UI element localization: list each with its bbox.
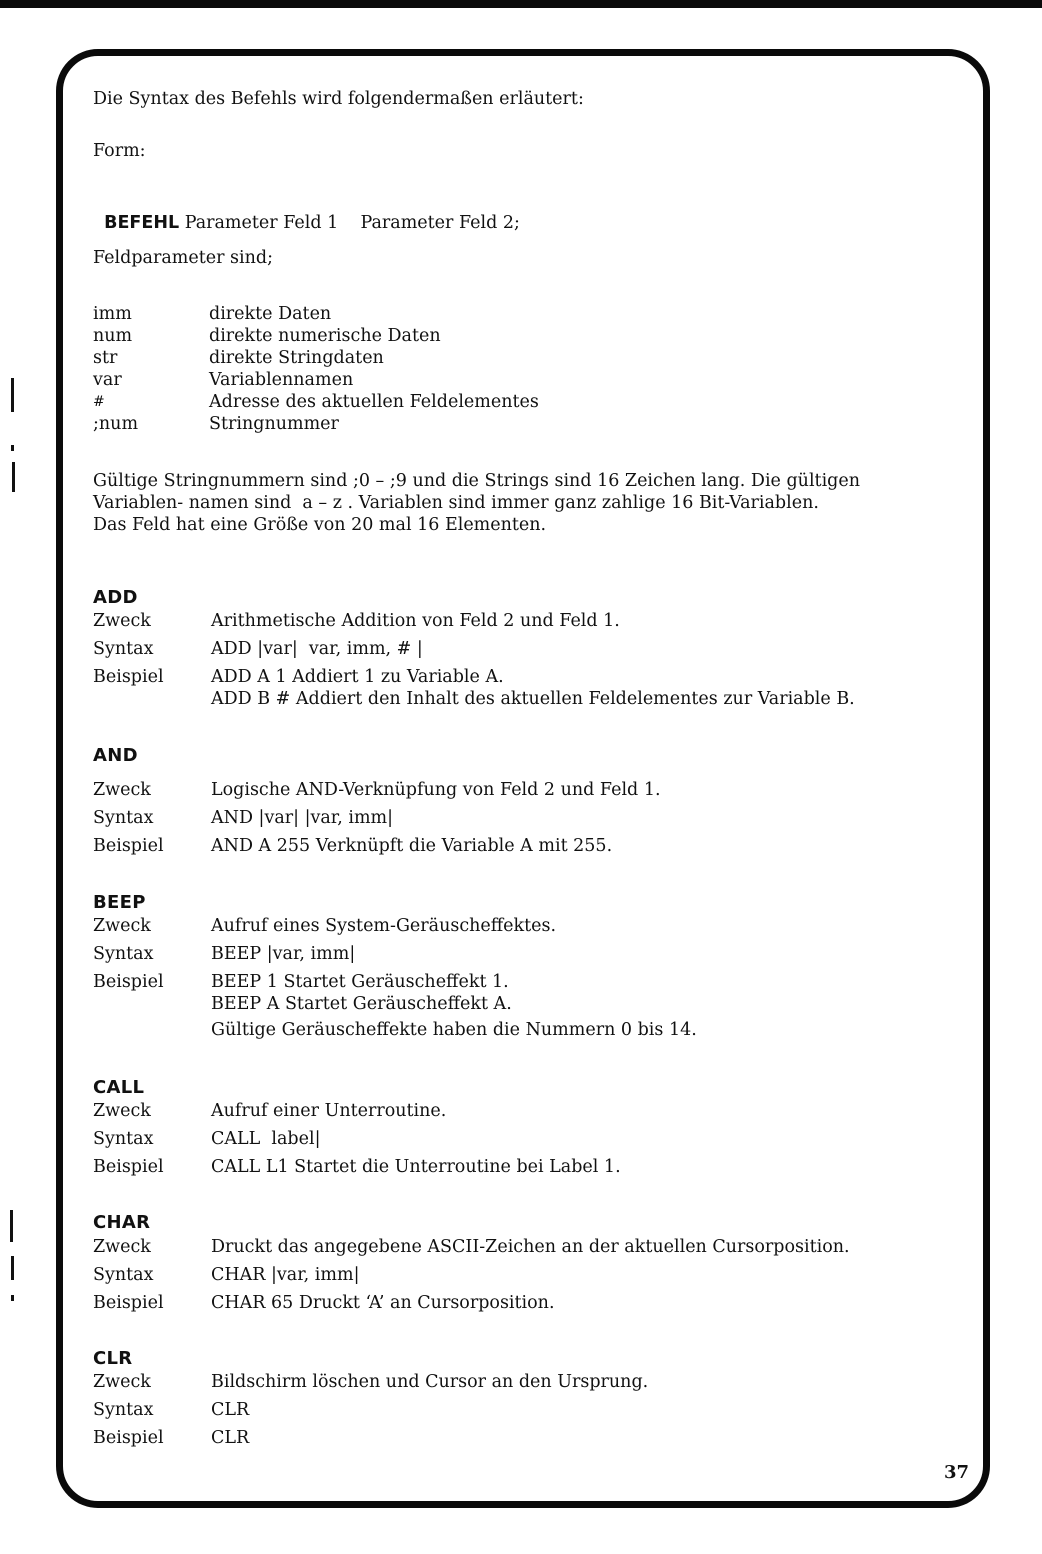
syntax-label: Syntax	[93, 944, 154, 964]
param-key: var	[93, 370, 122, 390]
and-zweck: Logische AND-Verknüpfung von Feld 2 und Feld 1.	[211, 780, 661, 800]
add-beispiel: ADD A 1 Addiert 1 zu Variable A.	[211, 667, 504, 687]
beep-beispiel: Gültige Geräuscheffekte haben die Nummern 0 bis 14.	[211, 1020, 697, 1040]
zweck-label: Zweck	[93, 1101, 151, 1121]
add-beispiel: ADD B # Addiert den Inhalt des aktuellen Feldelementes zur Variable B.	[211, 689, 855, 709]
and-syntax: AND |var| |var, imm|	[211, 808, 394, 828]
command-heading-char: CHAR	[93, 1212, 151, 1233]
margin-mark	[11, 1295, 14, 1301]
beispiel-label: Beispiel	[93, 1157, 164, 1177]
param-key: imm	[93, 304, 132, 324]
param-key: str	[93, 348, 118, 368]
beispiel-label: Beispiel	[93, 972, 164, 992]
beispiel-label: Beispiel	[93, 667, 164, 687]
zweck-label: Zweck	[93, 780, 151, 800]
param-desc: Adresse des aktuellen Feldelementes	[209, 392, 539, 412]
param-key: ;num	[93, 414, 139, 434]
form-params: Parameter Feld 1 Parameter Feld 2;	[179, 213, 520, 233]
intro-paragraph-line: Variablen- namen sind a – z . Variablen sind immer ganz zahlige 16 Bit-Variablen.	[93, 493, 819, 513]
syntax-label: Syntax	[93, 1265, 154, 1285]
param-desc: direkte Daten	[209, 304, 332, 324]
top-rule	[0, 0, 1042, 8]
zweck-label: Zweck	[93, 1237, 151, 1257]
beispiel-label: Beispiel	[93, 1428, 164, 1448]
intro-paragraph-line: Gültige Stringnummern sind ;0 – ;9 und die Strings sind 16 Zeichen lang. Die gültigen	[93, 471, 861, 491]
form-line	[93, 190, 520, 234]
command-heading-clr: CLR	[93, 1348, 133, 1369]
param-key: num	[93, 326, 133, 346]
page-number: 37	[944, 1462, 970, 1483]
zweck-label: Zweck	[93, 611, 151, 631]
syntax-label: Syntax	[93, 808, 154, 828]
call-syntax: CALL label|	[211, 1129, 321, 1149]
zweck-label: Zweck	[93, 1372, 151, 1392]
and-beispiel: AND A 255 Verknüpft die Variable A mit 255.	[211, 836, 613, 856]
syntax-label: Syntax	[93, 639, 154, 659]
command-heading-and: AND	[93, 745, 138, 766]
char-beispiel: CHAR 65 Druckt ‘A’ an Cursorposition.	[211, 1293, 555, 1313]
intro-paragraph-line: Das Feld hat eine Größe von 20 mal 16 Elementen.	[93, 515, 547, 535]
clr-syntax: CLR	[211, 1400, 250, 1420]
margin-mark	[11, 378, 14, 412]
call-zweck: Aufruf einer Unterroutine.	[211, 1101, 447, 1121]
param-desc: direkte numerische Daten	[209, 326, 441, 346]
beep-beispiel: BEEP A Startet Geräuscheffekt A.	[211, 994, 512, 1014]
form-label: Form:	[93, 141, 146, 161]
margin-mark	[11, 1256, 14, 1280]
param-desc: Variablennamen	[209, 370, 354, 390]
add-syntax: ADD |var| var, imm, # |	[211, 639, 423, 659]
fieldparams-heading: Feldparameter sind;	[93, 248, 273, 268]
beep-beispiel: BEEP 1 Startet Geräuscheffekt 1.	[211, 972, 509, 992]
syntax-intro: Die Syntax des Befehls wird folgendermaßen erläutert:	[93, 89, 584, 109]
command-heading-add: ADD	[93, 587, 138, 608]
margin-mark	[11, 445, 14, 451]
beispiel-label: Beispiel	[93, 1293, 164, 1313]
param-desc: Stringnummer	[209, 414, 339, 434]
char-syntax: CHAR |var, imm|	[211, 1265, 360, 1285]
form-command: BEFEHL	[104, 213, 180, 233]
add-zweck: Arithmetische Addition von Feld 2 und Feld 1.	[211, 611, 620, 631]
syntax-label: Syntax	[93, 1400, 154, 1420]
param-key: #	[93, 394, 105, 410]
clr-zweck: Bildschirm löschen und Cursor an den Ursprung.	[211, 1372, 649, 1392]
beep-zweck: Aufruf eines System-Geräuscheffektes.	[211, 916, 557, 936]
beispiel-label: Beispiel	[93, 836, 164, 856]
margin-mark	[10, 1210, 13, 1242]
beep-syntax: BEEP |var, imm|	[211, 944, 356, 964]
command-heading-beep: BEEP	[93, 892, 146, 913]
command-heading-call: CALL	[93, 1077, 145, 1098]
char-zweck: Druckt das angegebene ASCII-Zeichen an der aktuellen Cursorposition.	[211, 1237, 850, 1257]
param-desc: direkte Stringdaten	[209, 348, 384, 368]
zweck-label: Zweck	[93, 916, 151, 936]
syntax-label: Syntax	[93, 1129, 154, 1149]
clr-beispiel: CLR	[211, 1428, 250, 1448]
call-beispiel: CALL L1 Startet die Unterroutine bei Label 1.	[211, 1157, 621, 1177]
margin-mark	[12, 462, 15, 492]
